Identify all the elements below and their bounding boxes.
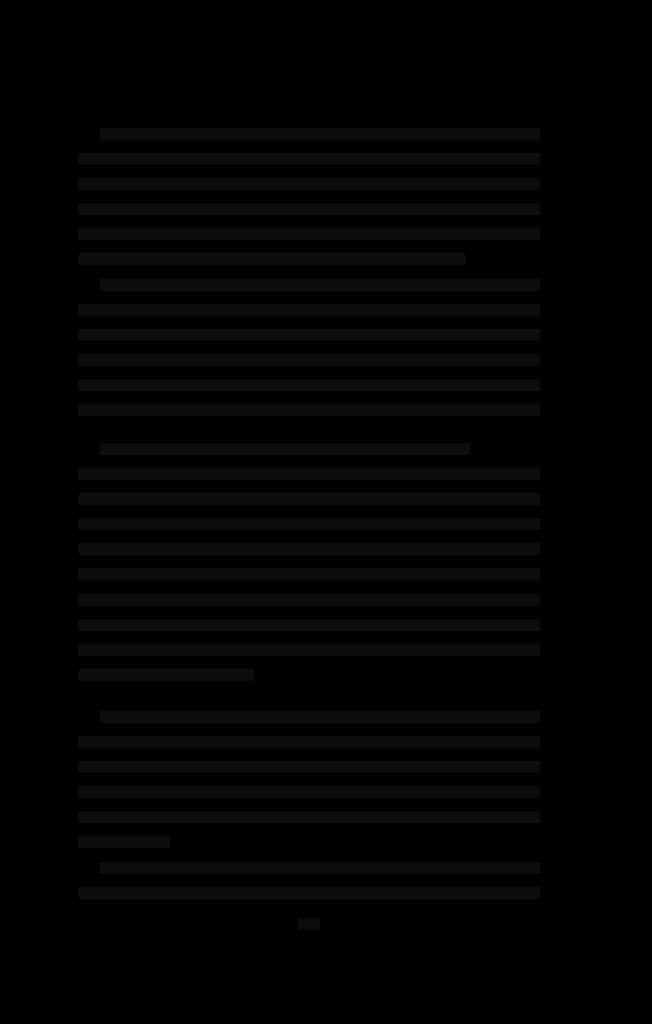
text-line [100, 128, 540, 140]
text-line [78, 619, 540, 631]
text-line [78, 836, 170, 848]
text-line [100, 862, 540, 874]
text-line [78, 518, 540, 530]
text-line [78, 329, 540, 341]
paragraph-5 [78, 862, 540, 912]
text-line [78, 887, 540, 899]
paragraph-4 [78, 711, 540, 862]
paragraph-3 [78, 443, 540, 694]
text-line [78, 644, 540, 656]
text-line [78, 228, 540, 240]
text-line [100, 443, 470, 455]
text-line [78, 253, 466, 265]
text-line [78, 178, 540, 190]
paragraph-2 [78, 279, 540, 430]
text-line [78, 786, 540, 798]
text-line [78, 379, 540, 391]
text-line [78, 203, 540, 215]
text-line [78, 811, 540, 823]
text-line [78, 543, 540, 555]
paragraph-1 [78, 128, 540, 279]
text-line [78, 761, 540, 773]
text-line [78, 153, 540, 165]
text-line [100, 279, 540, 291]
text-line [78, 669, 254, 681]
text-line [78, 354, 540, 366]
text-line [78, 736, 540, 748]
text-line [78, 568, 540, 580]
text-line [78, 304, 540, 316]
text-line [78, 468, 540, 480]
text-line [78, 594, 540, 606]
text-line [100, 711, 540, 723]
page-number [298, 918, 320, 930]
text-line [78, 493, 540, 505]
text-line [78, 404, 540, 416]
